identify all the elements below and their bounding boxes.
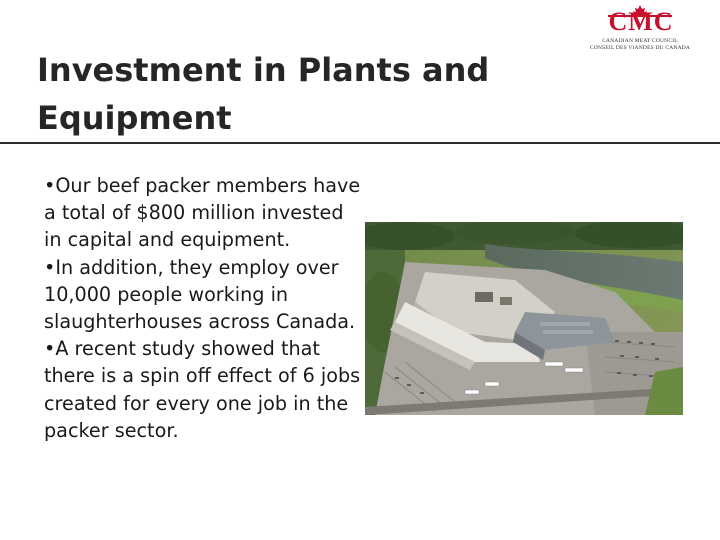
bullet-item: •A recent study showed that there is a spin off effect of 6 jobs created for every one job in the packer sector. bbox=[44, 337, 361, 442]
aerial-plant-photo bbox=[365, 222, 683, 415]
cmc-logo bbox=[586, 4, 694, 54]
logo-name-english: CANADIAN MEAT COUNCIL bbox=[602, 38, 678, 44]
title-divider bbox=[0, 142, 720, 144]
bullet-item: •Our beef packer members have a total of $800 million invested in capital and equipment. bbox=[44, 174, 361, 252]
bullet-list bbox=[44, 172, 364, 444]
bullet-item: •In addition, they employ over 10,000 people working in slaughterhouses across Canada. bbox=[44, 255, 356, 334]
slide-title: Investment in Plants and Equipment bbox=[37, 51, 490, 137]
logo-acronym: CMC bbox=[608, 7, 674, 36]
logo-name-french: CONSEIL DES VIANDES DU CANADA bbox=[589, 45, 691, 51]
